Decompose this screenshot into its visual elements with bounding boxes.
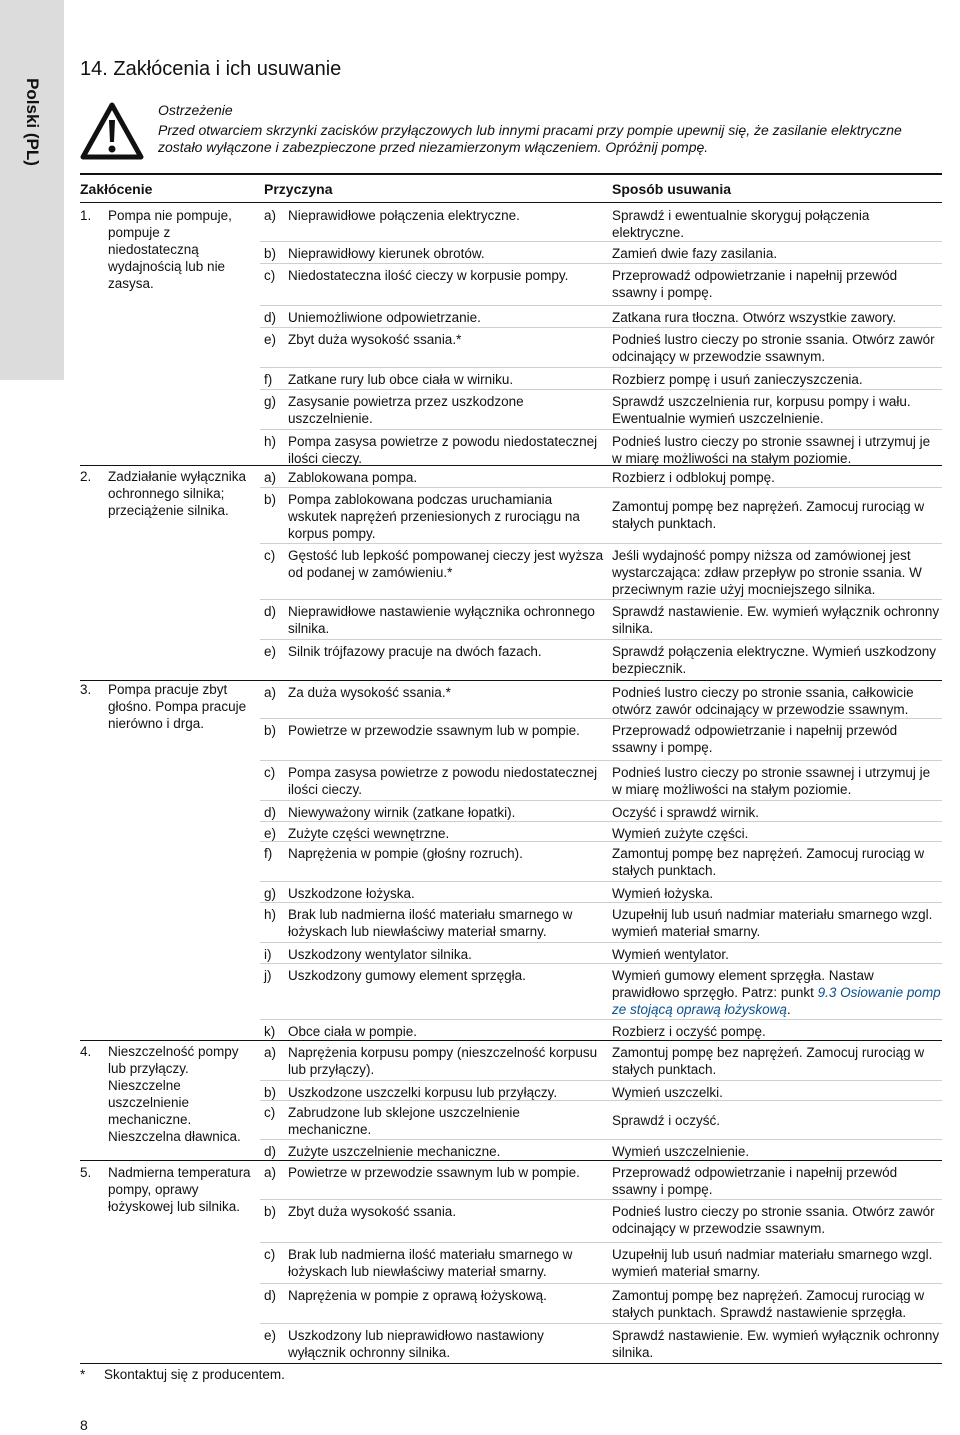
cause-letter: d) [264, 1288, 277, 1303]
table-row [80, 1243, 942, 1284]
table-row [80, 842, 942, 882]
remedy-text: Oczyść i sprawdź wirnik. [612, 805, 760, 820]
table-row [80, 1284, 942, 1324]
cause-letter: b) [264, 492, 277, 507]
cause-cell [264, 764, 604, 798]
table-row [80, 430, 942, 466]
remedy-text: Rozbierz pompę i usuń zanieczyszczenia. [612, 372, 863, 387]
cause-text: Uszkodzony gumowy element sprzęgła. [288, 968, 526, 983]
cause-cell [264, 1327, 604, 1361]
link-suffix: . [786, 1002, 791, 1017]
cause-text: Obce ciała w pompie. [288, 1024, 418, 1039]
warning-heading: Ostrzeżenie [158, 102, 233, 118]
remedy-text: Zamontuj pompę bez naprężeń. Zamocuj rurociąg w stałych punktach. [612, 846, 925, 878]
remedy-text: Wymień zużyte części. [612, 826, 749, 841]
cause-cell [264, 469, 604, 486]
table-row [80, 640, 942, 681]
cause-cell [264, 1044, 604, 1078]
remedy-text: Sprawdź i ewentualnie skoryguj połączenia elektryczne. [612, 208, 870, 240]
remedy-text: Podnieś lustro cieczy po stronie ssania. Otwórz zawór odcinający w przewodzie ssawnym. [612, 1204, 935, 1236]
cause-letter: h) [264, 434, 277, 449]
cause-text: Uszkodzony lub nieprawidłowo nastawiony wyłącznik ochronny silnika. [288, 1328, 544, 1360]
cause-letter: d) [264, 1144, 277, 1159]
header-cause: Przyczyna [264, 181, 333, 197]
table-row [80, 1161, 942, 1200]
table-row [80, 964, 942, 1020]
cause-text: Gęstość lub lepkość pompowanej cieczy jest wyższa od podanej w zamówieniu.* [288, 548, 604, 580]
cause-cell [264, 1023, 604, 1040]
warning-box [80, 98, 940, 168]
cause-cell [264, 1164, 604, 1181]
cause-cell [264, 1246, 604, 1280]
cause-letter: d) [264, 310, 277, 325]
cause-cell [264, 967, 604, 984]
cause-cell [264, 207, 604, 224]
cause-cell [264, 906, 604, 940]
remedy-text: Przeprowadź odpowietrzanie i napełnij przewód ssawny i pompę. [612, 268, 898, 300]
cause-text: Zatkane rury lub obce ciała w wirniku. [288, 372, 514, 387]
table-row [80, 1324, 942, 1364]
remedy-text: Przeprowadź odpowietrzanie i napełnij przewód ssawny i pompę. [612, 1165, 898, 1197]
footnote-text: Skontaktuj się z producentem. [104, 1367, 285, 1382]
cause-letter: b) [264, 246, 277, 261]
cause-letter: d) [264, 604, 277, 619]
cause-letter: a) [264, 470, 277, 485]
remedy-text: Wymień wentylator. [612, 947, 729, 962]
cause-letter: g) [264, 394, 277, 409]
table-row [80, 242, 942, 264]
fault-text: Zadziałanie wyłącznika ochronnego silnika; przeciążenie silnika. [108, 469, 247, 518]
cause-cell [264, 825, 604, 842]
cause-cell [264, 309, 604, 326]
cause-text: Silnik trójfazowy pracuje na dwóch fazach. [288, 644, 542, 659]
cause-letter: f) [264, 372, 273, 387]
fault-number: 5. [80, 1165, 92, 1180]
fault-number: 3. [80, 682, 92, 697]
cause-cell [264, 1084, 604, 1101]
remedy-text: Sprawdź uszczelnienia rur, korpusu pompy i wału. Ewentualnie wymień uszczelnienie. [612, 394, 911, 426]
remedy-text: Przeprowadź odpowietrzanie i napełnij przewód ssawny i pompę. [612, 723, 898, 755]
cause-letter: a) [264, 1045, 277, 1060]
remedy-text: Zamontuj pompę bez naprężeń. Zamocuj rurociąg w stałych punktach. [612, 1045, 925, 1077]
language-side-tab [0, 0, 64, 380]
cause-letter: f) [264, 846, 273, 861]
cause-cell [264, 885, 604, 902]
table-row [80, 328, 942, 368]
language-label: Polski (PL) [23, 78, 42, 166]
table-row [80, 306, 942, 328]
cause-text: Pompa zablokowana podczas uruchamiania wskutek naprężeń przeniesionych z rurociągu na korpus pompy. [288, 492, 580, 541]
warning-triangle-icon [80, 102, 144, 160]
cause-cell [264, 643, 604, 660]
cause-text: Naprężenia korpusu pompy (nieszczelność korpusu lub przyłączy). [288, 1045, 598, 1077]
cause-cell [264, 1203, 604, 1220]
cause-cell [264, 433, 604, 467]
remedy-text: Uzupełnij lub usuń nadmiar materiału smarnego wzgl. wymień materiał smarny. [612, 1247, 933, 1279]
cause-text: Niewyważony wirnik (zatkane łopatki). [288, 805, 516, 820]
table-row [80, 544, 942, 600]
cause-cell [264, 684, 604, 701]
cause-cell [264, 946, 604, 963]
cause-text: Uszkodzone łożyska. [288, 886, 415, 901]
remedy-text: Jeśli wydajność pompy niższa od zamówionej jest wystarczająca: zdław przepływ po stronie ssania. W przeciwnym razie użyj mocniejszego silnika. [612, 548, 922, 597]
cause-cell [264, 393, 604, 427]
remedy-text: Sprawdź i oczyść. [612, 1113, 721, 1128]
cause-letter: i) [264, 947, 272, 962]
table-row [80, 882, 942, 903]
remedy-text: Sprawdź nastawienie. Ew. wymień wyłącznik ochronny silnika. [612, 604, 940, 636]
remedy-text: Rozbierz i odblokuj pompę. [612, 470, 775, 485]
cause-letter: g) [264, 886, 277, 901]
cause-text: Zbyt duża wysokość ssania.* [288, 332, 462, 347]
cause-text: Uniemożliwione odpowietrzanie. [288, 310, 481, 325]
table-row [80, 719, 942, 761]
remedy-text: Uzupełnij lub usuń nadmiar materiału smarnego wzgl. wymień materiał smarny. [612, 907, 933, 939]
table-row [80, 368, 942, 390]
header-remedy: Sposób usuwania [612, 181, 732, 197]
cause-text: Naprężenia w pompie (głośny rozruch). [288, 846, 523, 861]
cause-letter: k) [264, 1024, 276, 1039]
table-row [80, 264, 942, 306]
cause-letter: a) [264, 685, 277, 700]
cause-cell [264, 245, 604, 262]
footnote-marker: * [80, 1367, 86, 1382]
cause-cell [264, 1143, 604, 1160]
cause-letter: c) [264, 268, 276, 283]
cause-text: Zużyte uszczelnienie mechaniczne. [288, 1144, 501, 1159]
cause-text: Zasysanie powietrza przez uszkodzone uszczelnienie. [288, 394, 524, 426]
table-row [80, 801, 942, 822]
cause-cell [264, 331, 604, 348]
cause-letter: e) [264, 826, 277, 841]
cause-text: Za duża wysokość ssania.* [288, 685, 451, 700]
cause-letter: j) [264, 968, 272, 983]
fault-text: Pompa pracuje zbyt głośno. Pompa pracuje nierówno i drga. [108, 682, 247, 731]
cause-text: Nieprawidłowe nastawienie wyłącznika ochronnego silnika. [288, 604, 595, 636]
cause-text: Niedostateczna ilość cieczy w korpusie pompy. [288, 268, 569, 283]
table-row [80, 488, 942, 544]
cause-cell [264, 722, 604, 739]
table-row [80, 943, 942, 964]
table-row [80, 681, 942, 719]
cause-letter: e) [264, 332, 277, 347]
section-link[interactable]: 9.3 Osiowanie pomp ze stojącą oprawą łożyskową [612, 985, 941, 1017]
row-divider [80, 1363, 942, 1364]
fault-number: 1. [80, 208, 92, 223]
table-row [80, 600, 942, 640]
cause-letter: c) [264, 548, 276, 563]
table-row [80, 1140, 942, 1161]
cause-text: Nieprawidłowy kierunek obrotów. [288, 246, 485, 261]
table-row [80, 1041, 942, 1081]
fault-text: Pompa nie pompuje, pompuje z niedostateczną wydajnością lub nie zasysa. [108, 208, 232, 291]
cause-letter: a) [264, 1165, 277, 1180]
cause-letter: e) [264, 644, 277, 659]
cause-letter: b) [264, 723, 277, 738]
cause-text: Pompa zasysa powietrze z powodu niedostatecznej ilości cieczy. [288, 765, 598, 797]
cause-text: Zużyte części wewnętrzne. [288, 826, 450, 841]
cause-letter: c) [264, 1247, 276, 1262]
fault-text: Nieszczelność pompy lub przyłączy. Nieszczelne uszczelnienie mechaniczne. Nieszczelna dławnica. [108, 1044, 241, 1144]
remedy-text: Podnieś lustro cieczy po stronie ssania, całkowicie otwórz zawór odcinający w przewodzie ssawnym. [612, 685, 914, 717]
cause-text: Brak lub nadmierna ilość materiału smarnego w łożyskach lub niewłaściwy materiał smarny. [288, 1247, 573, 1279]
cause-letter: b) [264, 1204, 277, 1219]
cause-text: Zabrudzone lub sklejone uszczelnienie mechaniczne. [288, 1105, 520, 1137]
remedy-text: Rozbierz i oczyść pompę. [612, 1024, 766, 1039]
cause-cell [264, 267, 604, 284]
table-row [80, 822, 942, 842]
table-row [80, 204, 942, 242]
cause-letter: h) [264, 907, 277, 922]
cause-text: Nieprawidłowe połączenia elektryczne. [288, 208, 520, 223]
page-number: 8 [80, 1417, 88, 1433]
warning-text: Przed otwarciem skrzynki zacisków przyłączowych lub innymi pracami przy pompie upewnij się, że zasilanie elektryczne zostało wyłączone i zabezpieczone przed niezamierzonym włączeniem. Opróżnij pompę. [158, 122, 902, 155]
header-fault: Zakłócenie [80, 181, 153, 197]
cause-cell [264, 491, 604, 542]
cause-cell [264, 371, 604, 388]
remedy-text: Zamień dwie fazy zasilania. [612, 246, 778, 261]
cause-text: Zbyt duża wysokość ssania. [288, 1204, 457, 1219]
table-row [80, 1081, 942, 1101]
table-row [80, 903, 942, 943]
fault-number: 4. [80, 1044, 92, 1059]
cause-text: Naprężenia w pompie z oprawą łożyskową. [288, 1288, 547, 1303]
table-row [80, 1101, 942, 1140]
cause-text: Uszkodzone uszczelki korpusu lub przyłączy. [288, 1085, 558, 1100]
cause-letter: e) [264, 1328, 277, 1343]
table-row [80, 390, 942, 430]
cause-letter: c) [264, 1105, 276, 1120]
cause-cell [264, 1104, 604, 1138]
cause-cell [264, 547, 604, 581]
cause-text: Powietrze w przewodzie ssawnym lub w pompie. [288, 1165, 580, 1180]
cause-text: Zablokowana pompa. [288, 470, 418, 485]
cause-cell [264, 804, 604, 821]
cause-letter: b) [264, 1085, 277, 1100]
remedy-text: Podnieś lustro cieczy po stronie ssawnej i utrzymuj je w miarę możliwości na stałym poziomie. [612, 434, 931, 466]
fault-text: Nadmierna temperatura pompy, oprawy łożyskowej lub silnika. [108, 1165, 251, 1214]
table-row [80, 761, 942, 801]
cause-text: Pompa zasysa powietrze z powodu niedostatecznej ilości cieczy. [288, 434, 598, 466]
cause-cell [264, 845, 604, 862]
table-header [80, 173, 942, 203]
remedy-text: Podnieś lustro cieczy po stronie ssania. Otwórz zawór odcinający w przewodzie ssawnym. [612, 332, 935, 364]
remedy-text: Sprawdź nastawienie. Ew. wymień wyłącznik ochronny silnika. [612, 1328, 940, 1360]
remedy-text: Zamontuj pompę bez naprężeń. Zamocuj rurociąg w stałych punktach. [612, 499, 925, 531]
cause-letter: d) [264, 805, 277, 820]
remedy-text: Zatkana rura tłoczna. Otwórz wszystkie zawory. [612, 310, 897, 325]
remedy-text: Wymień uszczelnienie. [612, 1144, 750, 1159]
cause-letter: a) [264, 208, 277, 223]
cause-text: Uszkodzony wentylator silnika. [288, 947, 472, 962]
remedy-cell [612, 967, 942, 1018]
page-title: 14. Zakłócenia i ich usuwanie [80, 58, 342, 80]
table-row [80, 1200, 942, 1243]
remedy-text: Zamontuj pompę bez naprężeń. Zamocuj rurociąg w stałych punktach. Sprawdź nastawienie sprzęgła. [612, 1288, 925, 1320]
cause-text: Brak lub nadmierna ilość materiału smarnego w łożyskach lub niewłaściwy materiał smarny. [288, 907, 573, 939]
remedy-text: Sprawdź połączenia elektryczne. Wymień uszkodzony bezpiecznik. [612, 644, 937, 676]
fault-number: 2. [80, 469, 92, 484]
cause-text: Powietrze w przewodzie ssawnym lub w pompie. [288, 723, 580, 738]
table-row [80, 1020, 942, 1041]
remedy-text: Podnieś lustro cieczy po stronie ssawnej i utrzymuj je w miarę możliwości na stałym poziomie. [612, 765, 931, 797]
remedy-text: Wymień uszczelki. [612, 1085, 723, 1100]
table-row [80, 466, 942, 488]
remedy-text: Wymień łożyska. [612, 886, 714, 901]
cause-cell [264, 603, 604, 637]
cause-letter: c) [264, 765, 276, 780]
cause-cell [264, 1287, 604, 1304]
remedy-text: Wymień gumowy element sprzęgła. Nastaw prawidłowo sprzęgło. Patrz: punkt [612, 968, 874, 1000]
